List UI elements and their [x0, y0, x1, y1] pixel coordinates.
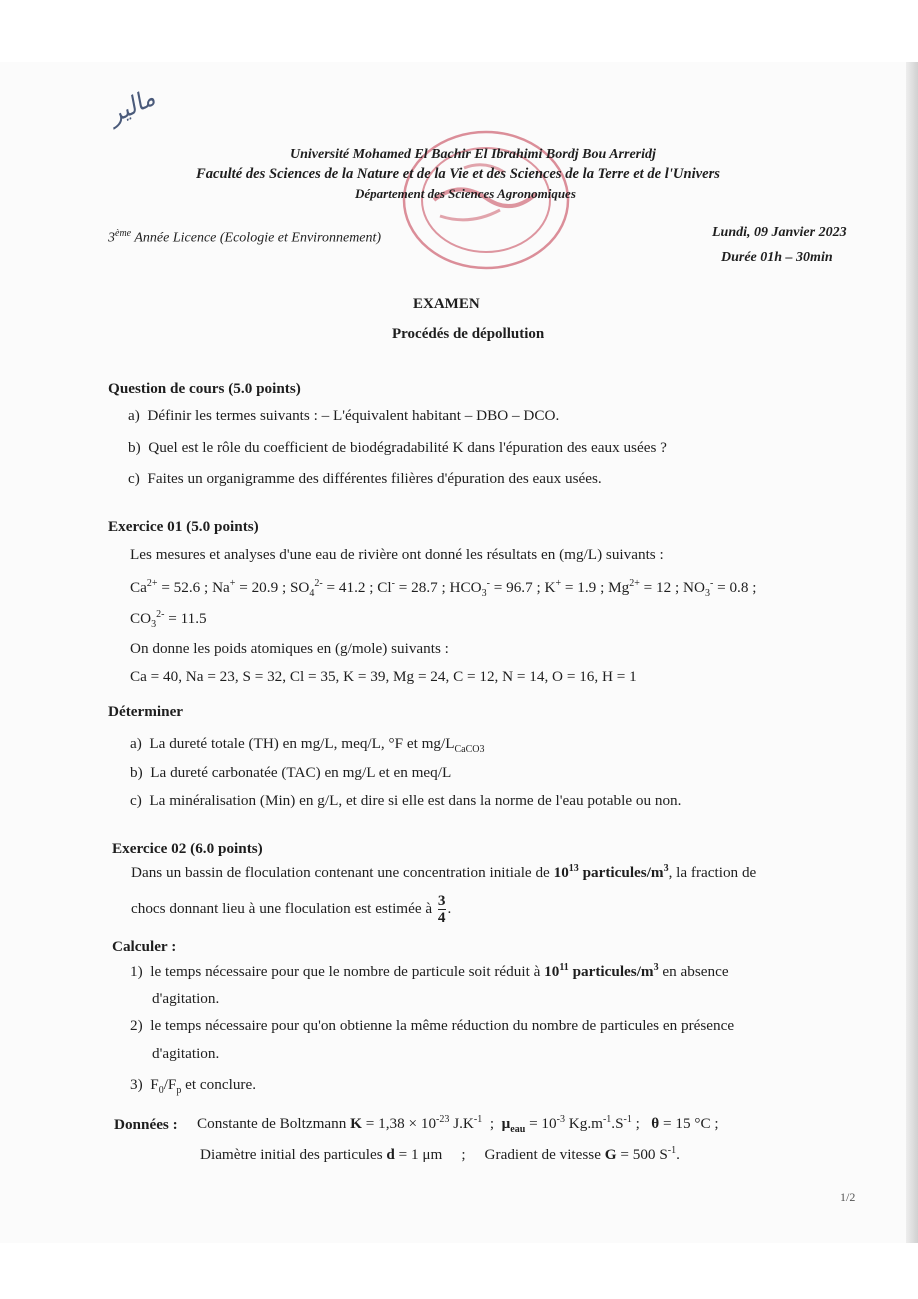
exam-title: EXAMEN	[413, 296, 480, 312]
exercice2-intro-line2: chocs donnant lieu à une floculation est estimée à $\frac{3}{4}$ .	[131, 892, 452, 926]
department-name: Département des Sciences Agronomiques	[355, 186, 576, 201]
exercice2-heading: Exercice 02 (6.0 points)	[112, 840, 263, 857]
donnees-line2: Diamètre initial des particules d = 1 μm ; Gradient de vitesse G = 500 $S^{-1}$.	[200, 1145, 680, 1164]
handwritten-mark: ﻣﺎﻟﻴﺮ	[104, 85, 160, 129]
cours-item-a: a) Définir les termes suivants : – L'équivalent habitant – DBO – DCO.	[128, 407, 560, 424]
cours-item-c: c) Faites un organigramme des différentes filières d'épuration des eaux usées.	[128, 470, 602, 487]
cours-item-b: b) Quel est le rôle du coefficient de biodégradabilité K dans l'épuration des eaux usées ?	[128, 439, 667, 456]
exam-date: Lundi, 09 Janvier 2023	[712, 225, 847, 240]
calculer-item-1: 1) le temps nécessaire pour que le nombre de particule soit réduit à $10^{11}$ particules/$m^3$ en absence	[130, 962, 729, 981]
ion-values-line1: $Ca^{2+} = 52.6$ ; Na+ = 20.9 ; $SO_4^{2-} = 41.2$ ; Cl- = 28.7 ; $HCO_3^- = 96.7$ ; K+ = 1.9 ; $Mg^{2+} = 12$ ; $NO_3^- = 0.8$ ;	[130, 578, 757, 600]
scan-edge	[906, 62, 918, 1243]
donnees-line1: Constante de Boltzmann $K = 1,38 \times 10^{-23}$ $J.K^{-1}$ ; $\mu_{eau} = 10^{-3}$ $Kg.m^{-1}.S^{-1}$ ; θ = 15 °C ;	[197, 1114, 719, 1136]
exam-duration: Durée 01h – 30min	[721, 250, 833, 265]
calculer-heading: Calculer :	[112, 938, 177, 955]
atomic-intro: On donne les poids atomiques en (g/mole) suivants :	[130, 640, 449, 657]
level-label: 3ème Année Licence (Ecologie et Environnement)	[108, 228, 382, 246]
determiner-item-a: a) La dureté totale (TH) en mg/L, meq/L, °F et $mg/L_{CaCO3}$	[130, 735, 485, 756]
exam-subtitle: Procédés de dépollution	[392, 326, 545, 342]
calculer-item-2: 2) le temps nécessaire pour qu'on obtienne la même réduction du nombre de particules en présence	[130, 1017, 735, 1034]
question-cours-heading: Question de cours (5.0 points)	[108, 380, 301, 397]
exercice2-intro-line1: Dans un bassin de floculation contenant une concentration initiale de $10^{13}$ particules/$m^3$, la fraction de	[131, 863, 757, 882]
university-name: Université Mohamed El Bachir El Ibrahimi Bordj Bou Arreridj	[290, 147, 656, 162]
faculty-name: Faculté des Sciences de la Nature et de la Vie et des Sciences de la Terre et de l'Univers	[196, 166, 720, 182]
calculer-item-1-cont: d'agitation.	[152, 990, 220, 1007]
determiner-item-b: b) La dureté carbonatée (TAC) en mg/L et en meq/L	[130, 764, 452, 781]
determiner-item-c: c) La minéralisation (Min) en g/L, et dire si elle est dans la norme de l'eau potable ou non.	[130, 792, 682, 809]
page-number: 1/2	[840, 1190, 856, 1204]
calculer-item-2-cont: d'agitation.	[152, 1045, 220, 1062]
exercice1-heading: Exercice 01 (5.0 points)	[108, 518, 259, 535]
atomic-values: Ca = 40, Na = 23, S = 32, Cl = 35, K = 39, Mg = 24, C = 12, N = 14, O = 16, H = 1	[130, 668, 637, 685]
donnees-heading: Données :	[114, 1116, 178, 1133]
exercice1-intro: Les mesures et analyses d'une eau de rivière ont donné les résultats en (mg/L) suivants :	[130, 546, 664, 563]
ion-values-line2: $CO_3^{2-} = 11.5$	[130, 609, 207, 631]
determiner-heading: Déterminer	[108, 703, 184, 720]
calculer-item-3: 3) $F_0/F_p$ et conclure.	[130, 1076, 257, 1097]
